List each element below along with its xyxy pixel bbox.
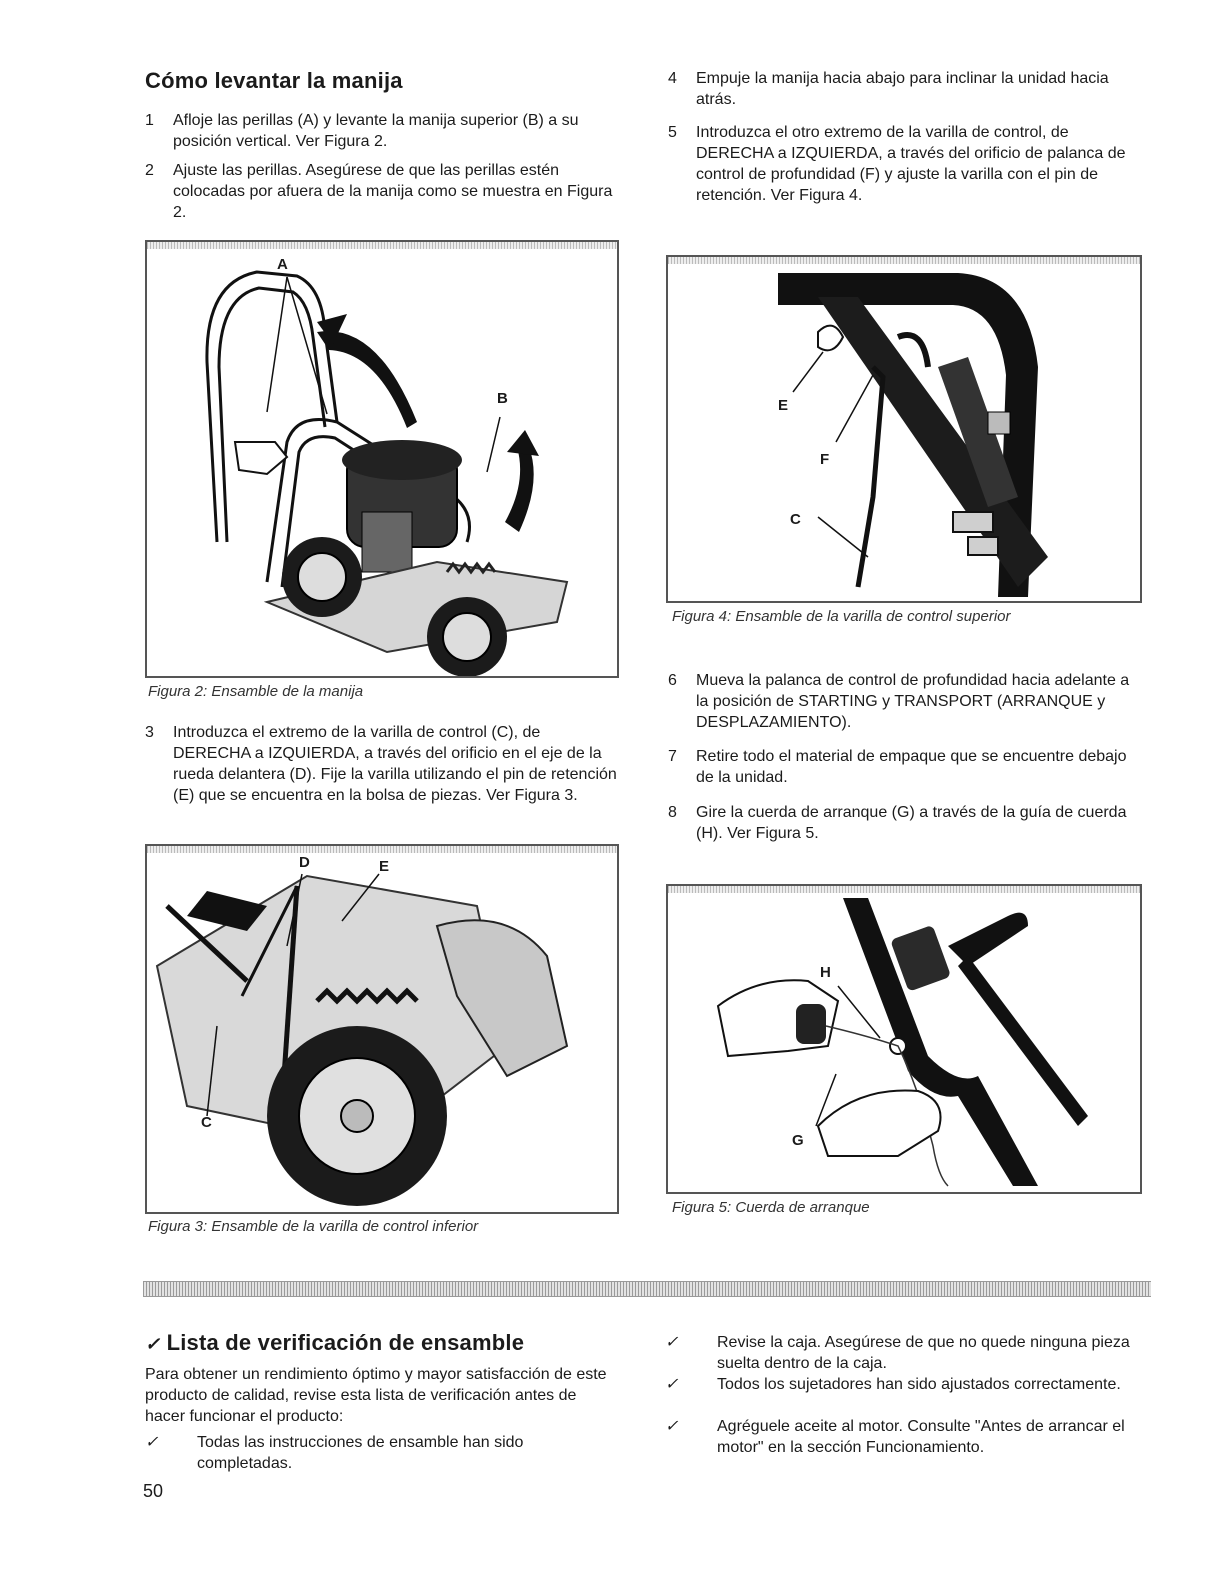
step-8 bbox=[668, 802, 1138, 844]
check-mark-icon: ✓ bbox=[665, 1334, 679, 1351]
step-text: Introduzca el extremo de la varilla de control (C), de DERECHA a IZQUIERDA, a través del orificio en el eje de la rueda delantera (D). Fije la varilla utilizando el pin de retención (E) que se encuentra en la bolsa de piezas. Ver Figura 3. bbox=[173, 724, 617, 804]
figure-label-b: B bbox=[497, 390, 508, 407]
figure-label-e: E bbox=[379, 858, 390, 875]
figure-label-c: C bbox=[790, 511, 801, 528]
upper-rod-illustration bbox=[668, 257, 1140, 601]
section-heading-levantar-manija: Cómo levantar la manija bbox=[145, 68, 403, 93]
step-number: 3 bbox=[145, 724, 154, 741]
step-4 bbox=[668, 68, 1138, 110]
checklist-item bbox=[145, 1432, 620, 1474]
step-number: 6 bbox=[668, 672, 677, 689]
figure-4-caption: Figura 4: Ensamble de la varilla de control superior bbox=[672, 608, 1011, 625]
figure-3-caption: Figura 3: Ensamble de la varilla de control inferior bbox=[148, 1218, 479, 1235]
step-text: Empuje la manija hacia abajo para inclinar la unidad hacia atrás. bbox=[696, 70, 1109, 108]
step-text: Afloje las perillas (A) y levante la manija superior (B) a su posición vertical. Ver Figura 2. bbox=[173, 112, 579, 150]
edger-handle-illustration bbox=[147, 242, 617, 676]
checklist-item bbox=[665, 1416, 1145, 1458]
checklist-intro: Para obtener un rendimiento óptimo y mayor satisfacción de este producto de calidad, revise esta lista de verificación antes de hacer funcionar el producto: bbox=[145, 1366, 607, 1425]
figure-label-d: D bbox=[299, 854, 310, 871]
check-mark-icon: ✓ bbox=[665, 1376, 679, 1393]
checklist-heading bbox=[145, 1330, 524, 1356]
figure-label-a: A bbox=[277, 256, 288, 273]
step-number: 7 bbox=[668, 748, 677, 765]
figure-5-starter-rope bbox=[666, 884, 1142, 1194]
step-number: 8 bbox=[668, 804, 677, 821]
checklist-item bbox=[665, 1374, 1145, 1416]
check-mark-icon: ✓ bbox=[145, 1434, 159, 1451]
step-text: Ajuste las perillas. Asegúrese de que las perillas estén colocadas por afuera de la manija como se muestra en Figura 2. bbox=[173, 162, 613, 221]
step-3 bbox=[145, 722, 620, 830]
checklist-item-text: Revise la caja. Asegúrese de que no quede ninguna pieza suelta dentro de la caja. bbox=[717, 1334, 1130, 1372]
checklist-item-text: Agréguele aceite al motor. Consulte "Antes de arrancar el motor" en la sección Funcionamiento. bbox=[717, 1418, 1125, 1456]
step-text: Retire todo el material de empaque que se encuentre debajo de la unidad. bbox=[696, 748, 1127, 786]
figure-label-h: H bbox=[820, 964, 831, 981]
page-number: 50 bbox=[143, 1481, 164, 1501]
step-text: Introduzca el otro extremo de la varilla de control, de DERECHA a IZQUIERDA, a través del orificio de palanca de control de profundidad (F) y ajuste la varilla con el pin de retención. Ver Figura 4. bbox=[696, 124, 1126, 204]
checklist-item bbox=[665, 1332, 1145, 1374]
check-mark-icon: ✓ bbox=[145, 1334, 161, 1354]
check-mark-icon: ✓ bbox=[665, 1418, 679, 1435]
step-7 bbox=[668, 746, 1138, 788]
figure-3-lower-control-rod bbox=[145, 844, 619, 1214]
checklist-item-text: Todos los sujetadores han sido ajustados correctamente. bbox=[717, 1376, 1121, 1393]
step-text: Mueva la palanca de control de profundidad hacia adelante a la posición de STARTING y TRANSPORT (ARRANQUE y DESPLAZAMIENTO). bbox=[696, 672, 1130, 731]
figure-2-caption: Figura 2: Ensamble de la manija bbox=[148, 683, 364, 700]
figure-label-f: F bbox=[820, 451, 830, 468]
step-5 bbox=[668, 122, 1138, 208]
lower-rod-illustration bbox=[147, 846, 617, 1212]
step-number: 1 bbox=[145, 112, 154, 129]
step-text: Gire la cuerda de arranque (G) a través de la guía de cuerda (H). Ver Figura 5. bbox=[696, 804, 1127, 842]
step-2 bbox=[145, 160, 615, 224]
figure-label-g: G bbox=[792, 1132, 804, 1149]
step-6 bbox=[668, 670, 1138, 734]
figure-5-caption: Figura 5: Cuerda de arranque bbox=[672, 1199, 870, 1216]
figure-label-e: E bbox=[778, 397, 789, 414]
step-number: 5 bbox=[668, 124, 677, 141]
starter-rope-illustration bbox=[668, 886, 1140, 1192]
step-number: 2 bbox=[145, 162, 154, 179]
section-divider bbox=[143, 1281, 1151, 1297]
checklist-item-text: Todas las instrucciones de ensamble han sido completadas. bbox=[197, 1434, 524, 1472]
figure-2-handle-assembly bbox=[145, 240, 619, 678]
step-number: 4 bbox=[668, 70, 677, 87]
checklist-title: Lista de verificación de ensamble bbox=[166, 1330, 525, 1355]
figure-label-c: C bbox=[201, 1114, 212, 1131]
step-1 bbox=[145, 110, 615, 152]
figure-4-upper-control-rod bbox=[666, 255, 1142, 603]
